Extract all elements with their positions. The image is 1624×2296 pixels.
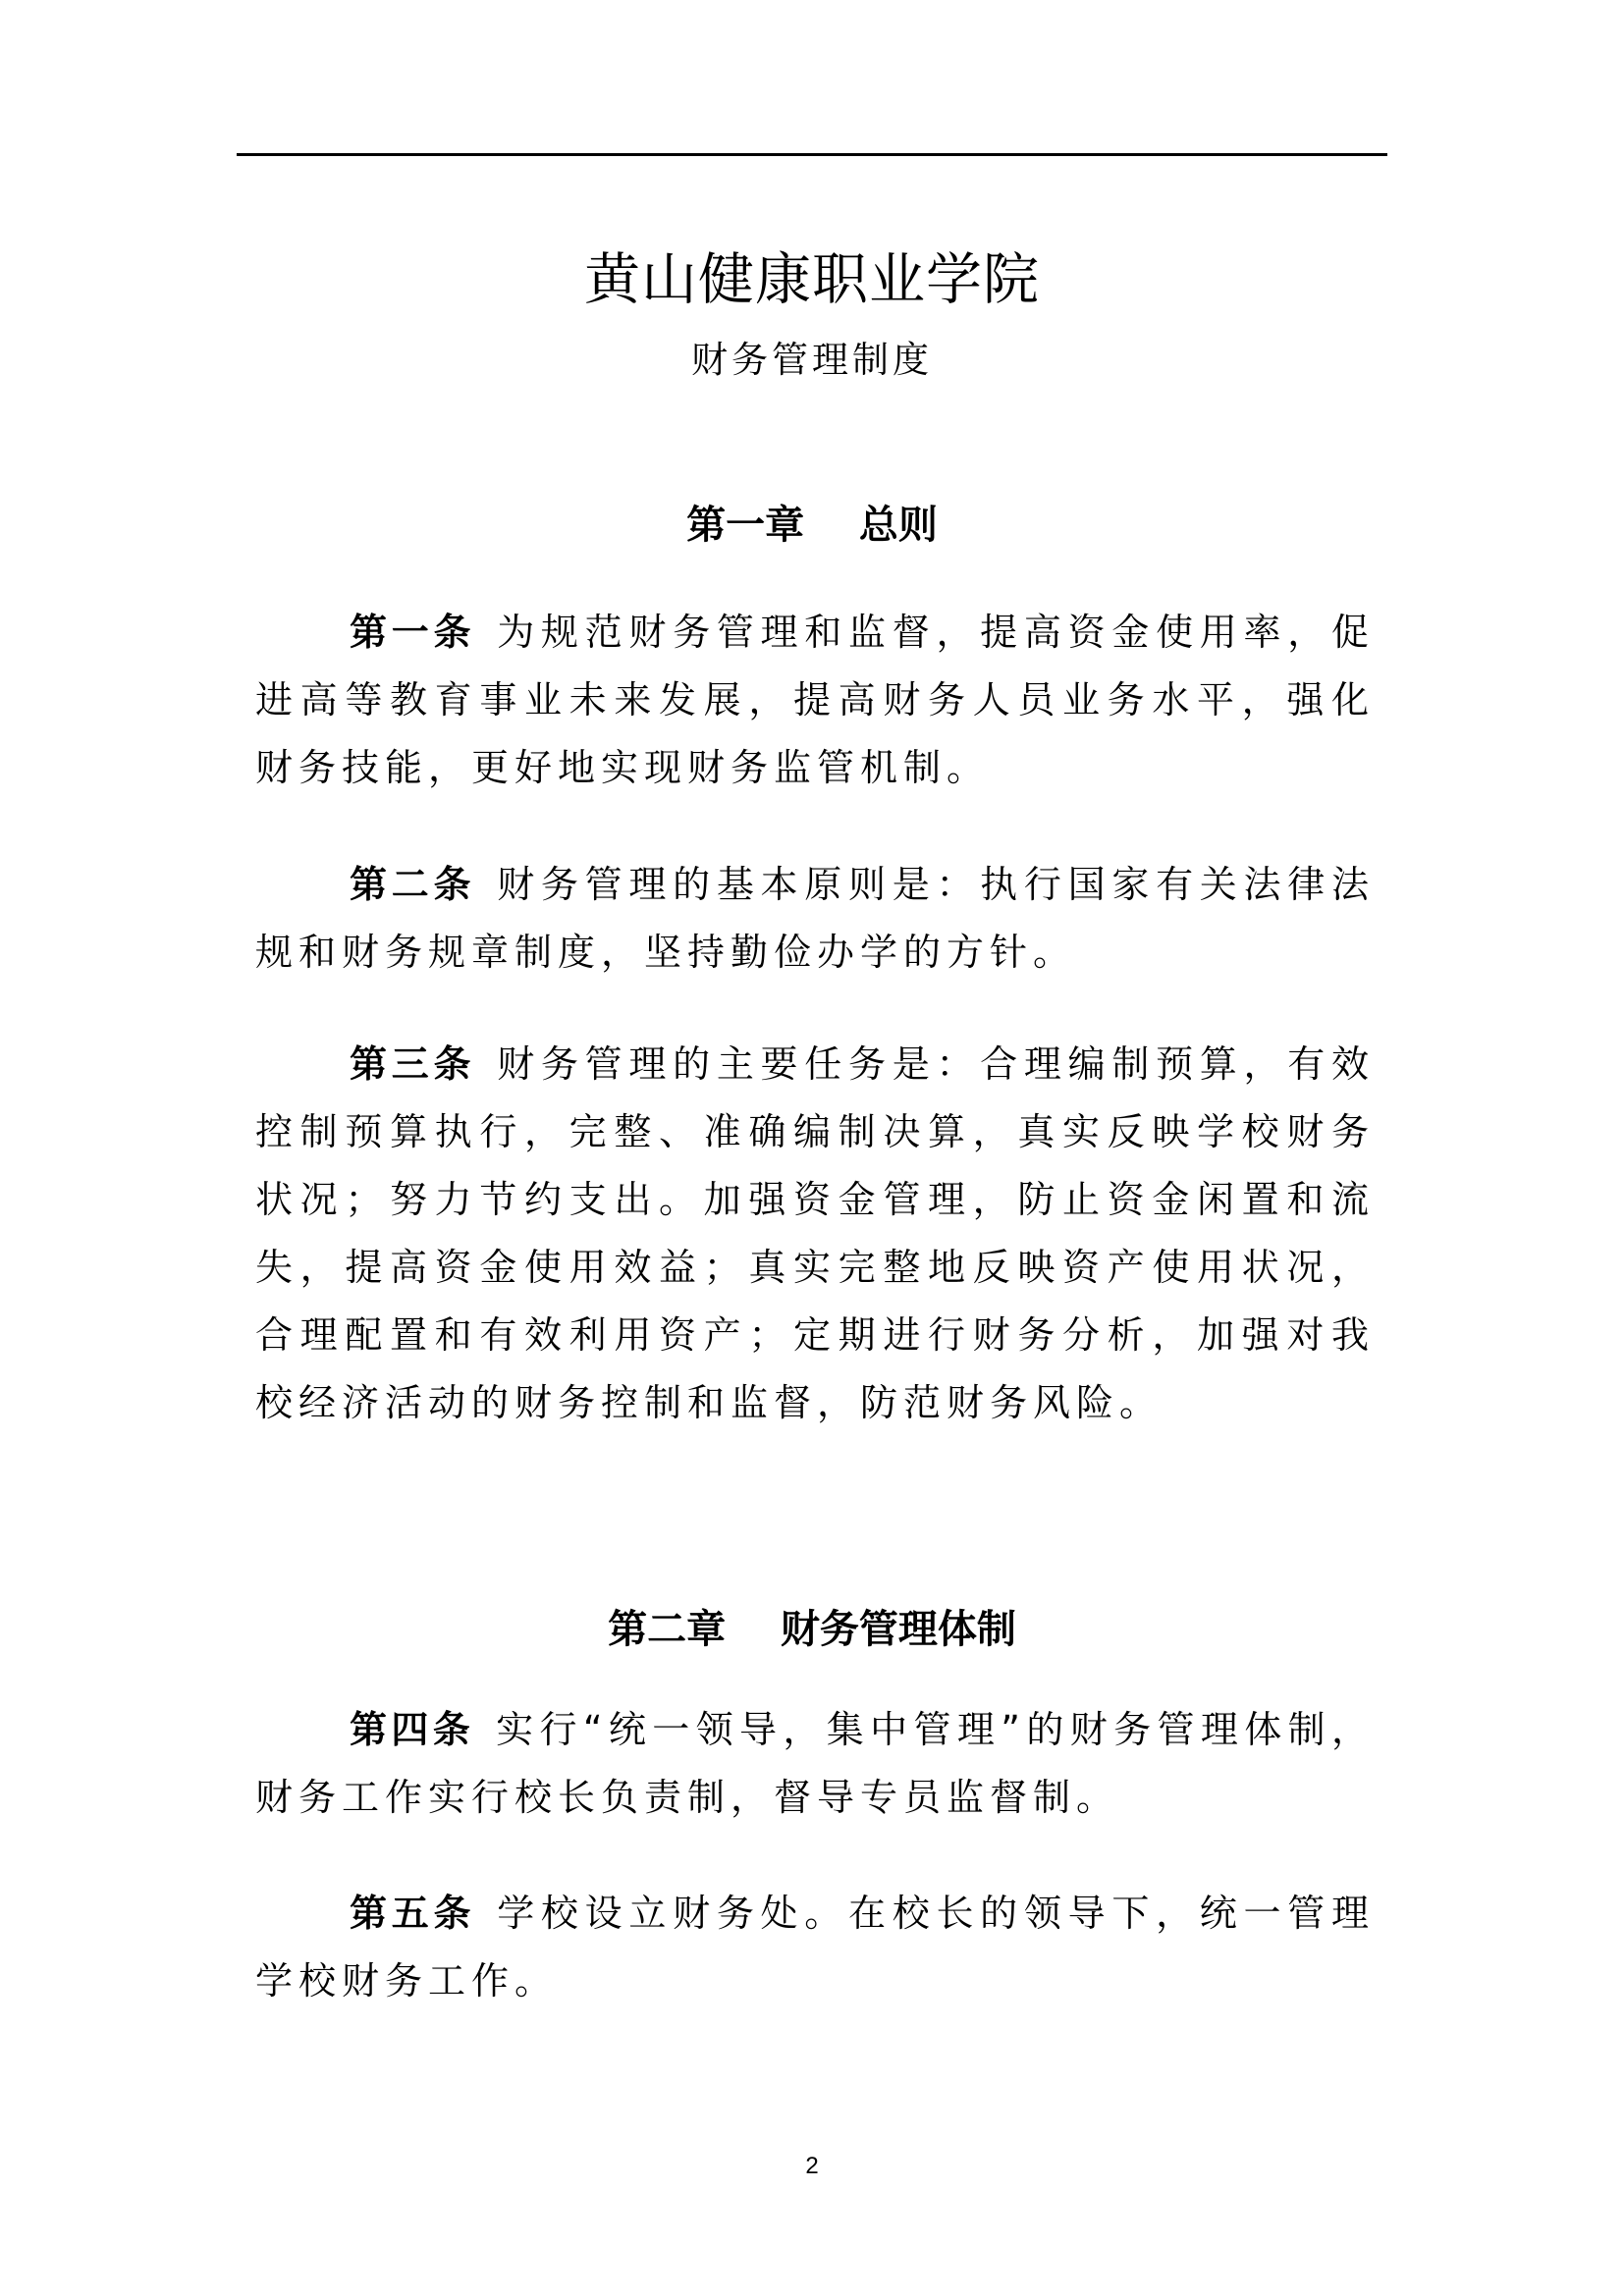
chapter-heading: 第二章 财务管理体制: [608, 1607, 1016, 1652]
document-title: 黄山健康职业学院: [584, 247, 1040, 312]
article-text: 为规范财务管理和监督，提高资金使用率，促进高等教育事业未来发展，提高财务人员业务水平，强化财务技能，更好地实现财务监管机制。: [255, 611, 1375, 789]
article-text: 财务管理的主要任务是：合理编制预算，有效控制预算执行，完整、准确编制决算，真实反映学校财务状况；努力节约支出。加强资金管理，防止资金闲置和流失，提高资金使用效益；真实完整地反映资产使用状况，合理配置和有效利用资产；定期进行财务分析，加强对我校经济活动的财务控制和监督，防范财务风险。: [255, 1042, 1375, 1424]
article-paragraph: [255, 851, 1375, 987]
document-subtitle: 财务管理制度: [691, 339, 933, 381]
article-paragraph: [255, 1696, 1375, 1832]
article-label: 第四条: [350, 1708, 475, 1751]
page-number: 2: [805, 2153, 819, 2179]
article-paragraph: [255, 1880, 1375, 2015]
header-rule: [237, 153, 1387, 156]
article-label: 第三条: [350, 1042, 476, 1086]
article-text: 学校设立财务处。在校长的领导下，统一管理学校财务工作。: [255, 1892, 1375, 2002]
chapter-heading: 第一章 总则: [686, 503, 938, 548]
article-label: 第一条: [350, 611, 476, 654]
article-text: 实行“统一领导，集中管理”的财务管理体制，财务工作实行校长负责制，督导专员监督制。: [255, 1708, 1375, 1819]
article-text: 财务管理的基本原则是：执行国家有关法律法规和财务规章制度，坚持勤俭办学的方针。: [255, 863, 1375, 974]
article-paragraph: [255, 599, 1375, 802]
article-paragraph: [255, 1031, 1375, 1437]
article-label: 第五条: [350, 1892, 476, 1935]
article-label: 第二条: [350, 863, 476, 906]
